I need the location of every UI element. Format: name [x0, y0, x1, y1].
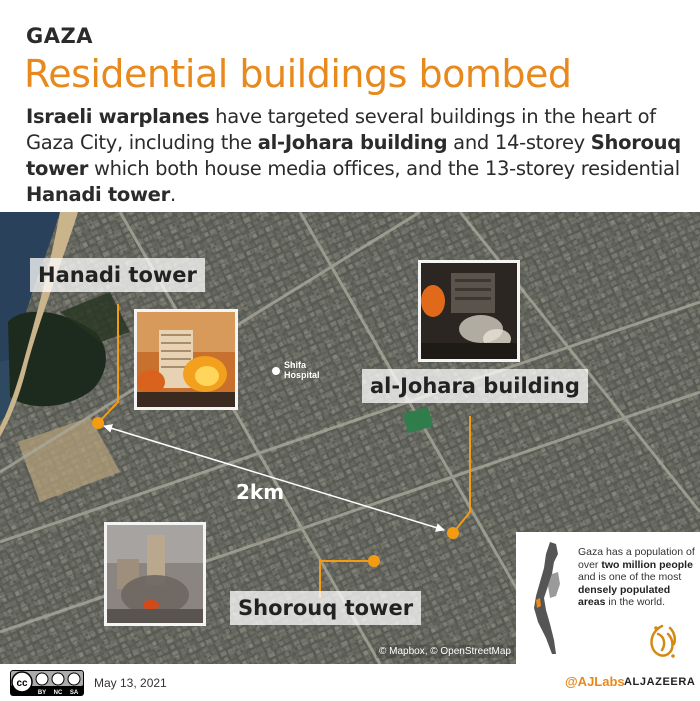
cc-license-badge[interactable] — [10, 670, 84, 701]
aljazeera-logo-icon — [640, 620, 684, 664]
description-bold-3: al-Johara building — [257, 131, 448, 154]
shifa-hospital-label — [284, 360, 320, 380]
shifa-label-line1: Shifa — [284, 360, 307, 370]
description-text-4: and 14-storey — [447, 131, 591, 154]
description-bold-1: Israeli warplanes — [26, 105, 210, 128]
region-kicker: GAZA — [26, 24, 93, 48]
hanadi-leader-line — [98, 304, 118, 423]
shorouq-tower-photo — [104, 522, 206, 626]
publish-date: May 13, 2021 — [94, 676, 167, 690]
shorouq-marker — [368, 555, 380, 567]
description-text-8: . — [169, 183, 176, 206]
hanadi-tower-photo — [134, 309, 238, 410]
distance-label: 2km — [236, 480, 285, 504]
hanadi-marker — [92, 417, 104, 429]
description-bold-7: Hanadi tower — [26, 183, 170, 206]
al-johara-photo — [418, 260, 520, 362]
creative-commons-icon — [10, 670, 84, 696]
johara-leader-line — [453, 416, 470, 533]
distance-arrow — [104, 426, 444, 530]
population-note-text-3: in the world. — [605, 596, 665, 608]
description-text-2: have targeted several buildings in the heart of Gaza City, including the — [26, 105, 656, 154]
israel-palestine-locator-icon — [528, 540, 570, 656]
al-johara-label: al-Johara building — [362, 369, 588, 403]
page-title: Residential buildings bombed — [24, 52, 572, 96]
shifa-hospital-marker — [272, 367, 280, 375]
description-bold-5: Shorouq tower — [26, 131, 681, 180]
description-text-6: which both house media offices, and the 13-storey residential — [88, 157, 680, 180]
cc-by-text: BY — [37, 690, 47, 696]
map-attribution[interactable]: © Mapbox, © OpenStreetMap — [376, 645, 514, 658]
shifa-label-line2: Hospital — [284, 370, 320, 380]
population-note-bold-2: densely populated areas — [578, 583, 671, 608]
ajlabs-handle-link[interactable]: @AJLabs — [565, 674, 625, 689]
description — [26, 104, 686, 208]
hanadi-tower-label: Hanadi tower — [30, 258, 205, 292]
cc-nc-text: NC — [53, 690, 63, 696]
footer — [0, 664, 700, 700]
shorouq-tower-label: Shorouq tower — [230, 591, 421, 625]
population-note-text-1: Gaza has a population of over — [578, 546, 695, 571]
population-note-bold-1: two million people — [601, 558, 693, 571]
svg-text:cc: cc — [16, 678, 28, 689]
johara-marker — [447, 527, 459, 539]
cc-sa-text: SA — [69, 690, 79, 696]
population-note-text-2: and is one of the most — [578, 571, 682, 583]
aljazeera-wordmark: ALJAZEERA — [624, 676, 696, 688]
population-note — [578, 546, 696, 609]
satellite-map[interactable] — [0, 212, 700, 664]
